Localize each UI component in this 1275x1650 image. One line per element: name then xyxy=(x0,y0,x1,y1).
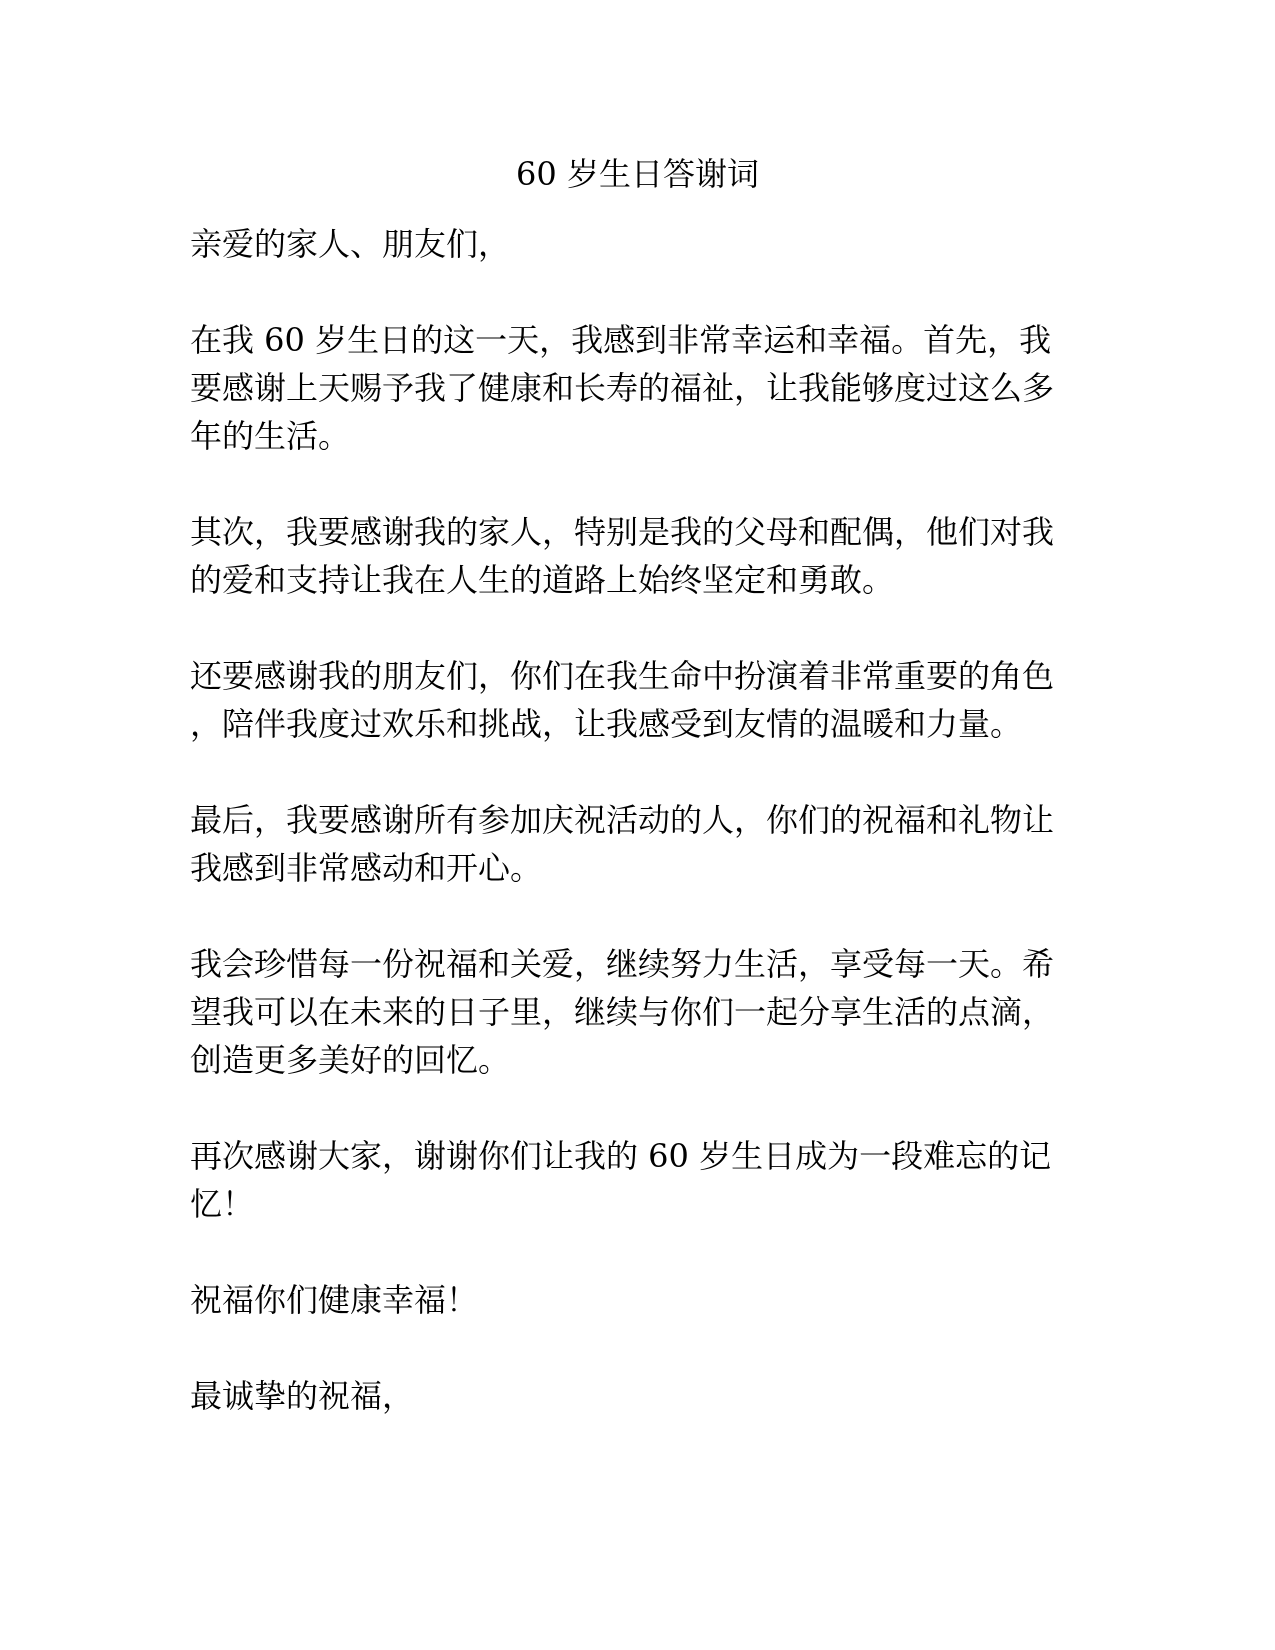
paragraph-1: 在我 60 岁生日的这一天，我感到非常幸运和幸福。首先，我 要感谢上天赐予我了健康和长寿的福祉，让我能够度过这么多 年的生活。 xyxy=(190,321,1055,455)
closing: 最诚挚的祝福， xyxy=(190,1377,415,1415)
paragraph-4: 最后，我要感谢所有参加庆祝活动的人，你们的祝福和礼物让 我感到非常感动和开心。 xyxy=(190,801,1055,887)
salutation: 亲爱的家人、朋友们， xyxy=(190,225,511,263)
paragraph-7: 祝福你们健康幸福！ xyxy=(190,1281,479,1319)
paragraph-5: 我会珍惜每一份祝福和关爱，继续努力生活，享受每一天。希 望我可以在未来的日子里，继续与你们一起分享生活的点滴， 创造更多美好的回忆。 xyxy=(190,945,1055,1079)
document-title: 60 岁生日答谢词 xyxy=(516,155,759,193)
paragraph-2: 其次，我要感谢我的家人，特别是我的父母和配偶，他们对我 的爱和支持让我在人生的道路上始终坚定和勇敢。 xyxy=(190,513,1055,599)
document-body xyxy=(190,220,1095,1468)
paragraph-6: 再次感谢大家，谢谢你们让我的 60 岁生日成为一段难忘的记 忆！ xyxy=(190,1137,1052,1223)
paragraph-3: 还要感谢我的朋友们，你们在我生命中扮演着非常重要的角色 ，陪伴我度过欢乐和挑战，让我感受到友情的温暖和力量。 xyxy=(190,657,1055,743)
